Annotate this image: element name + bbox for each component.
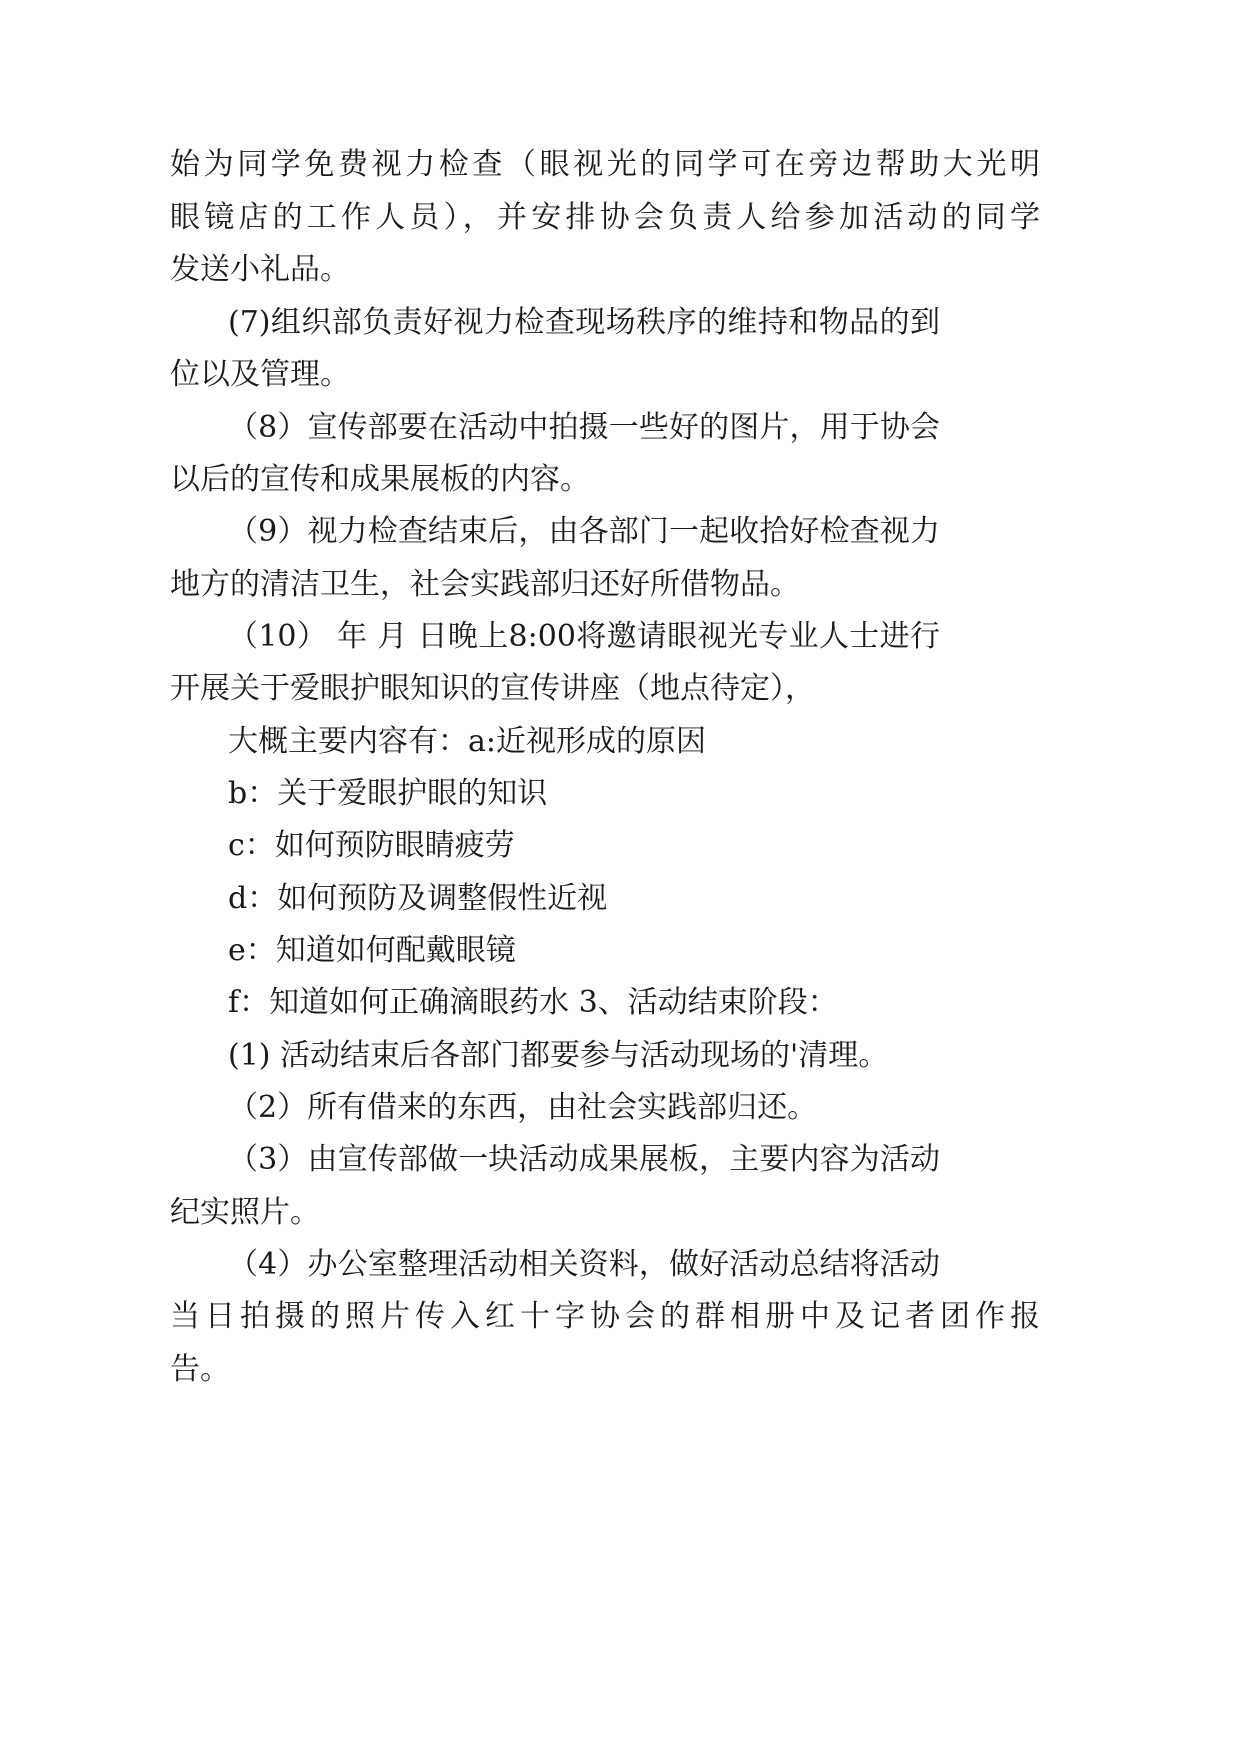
paragraph-line: 以后的宣传和成果展板的内容。 (170, 462, 590, 497)
paragraph-line: 位以及管理。 (170, 357, 350, 392)
paragraph-line: 纪实照片。 (170, 1195, 320, 1230)
paragraph-line: (7)组织部负责好视力检查现场秩序的维持和物品的到 (228, 305, 940, 340)
paragraph-line: （8）宣传部要在活动中拍摄一些好的图片，用于协会 (228, 410, 940, 445)
list-item: c：如何预防眼睛疲劳 (228, 828, 515, 863)
paragraph-line: （4）办公室整理活动相关资料，做好活动总结将活动 (228, 1247, 940, 1282)
paragraph-line: 发送小礼品。 (170, 252, 350, 287)
paragraph-line: （3）由宣传部做一块活动成果展板，主要内容为活动 (228, 1142, 940, 1177)
paragraph-line: （10） 年 月 日晚上8:00将邀请眼视光专业人士进行 (228, 619, 940, 654)
paragraph-line: 告。 (170, 1352, 230, 1387)
paragraph-line: 当日拍摄的照片传入红十字协会的群相册中及记者团作报 (170, 1299, 1040, 1334)
list-item: b：关于爱眼护眼的知识 (228, 776, 548, 811)
paragraph-line: 眼镜店的工作人员），并安排协会负责人给参加活动的同学 (170, 200, 1040, 235)
paragraph-line: 地方的清洁卫生，社会实践部归还好所借物品。 (170, 567, 800, 602)
list-item: f：知道如何正确滴眼药水 3、活动结束阶段： (228, 985, 838, 1020)
paragraph-line: （2）所有借来的东西，由社会实践部归还。 (228, 1090, 818, 1125)
list-item: d：如何预防及调整假性近视 (228, 881, 608, 916)
list-item: e：知道如何配戴眼镜 (228, 933, 516, 968)
paragraph-line: 始为同学免费视力检查（眼视光的同学可在旁边帮助大光明 (170, 147, 1040, 182)
list-intro-line: 大概主要内容有：a:近视形成的原因 (228, 724, 706, 759)
paragraph-line: 开展关于爱眼护眼知识的宣传讲座（地点待定）， (170, 671, 815, 706)
paragraph-line: (1) 活动结束后各部门都要参与活动现场的'清理。 (228, 1038, 889, 1073)
paragraph-line: （9）视力检查结束后，由各部门一起收拾好检查视力 (228, 514, 940, 549)
